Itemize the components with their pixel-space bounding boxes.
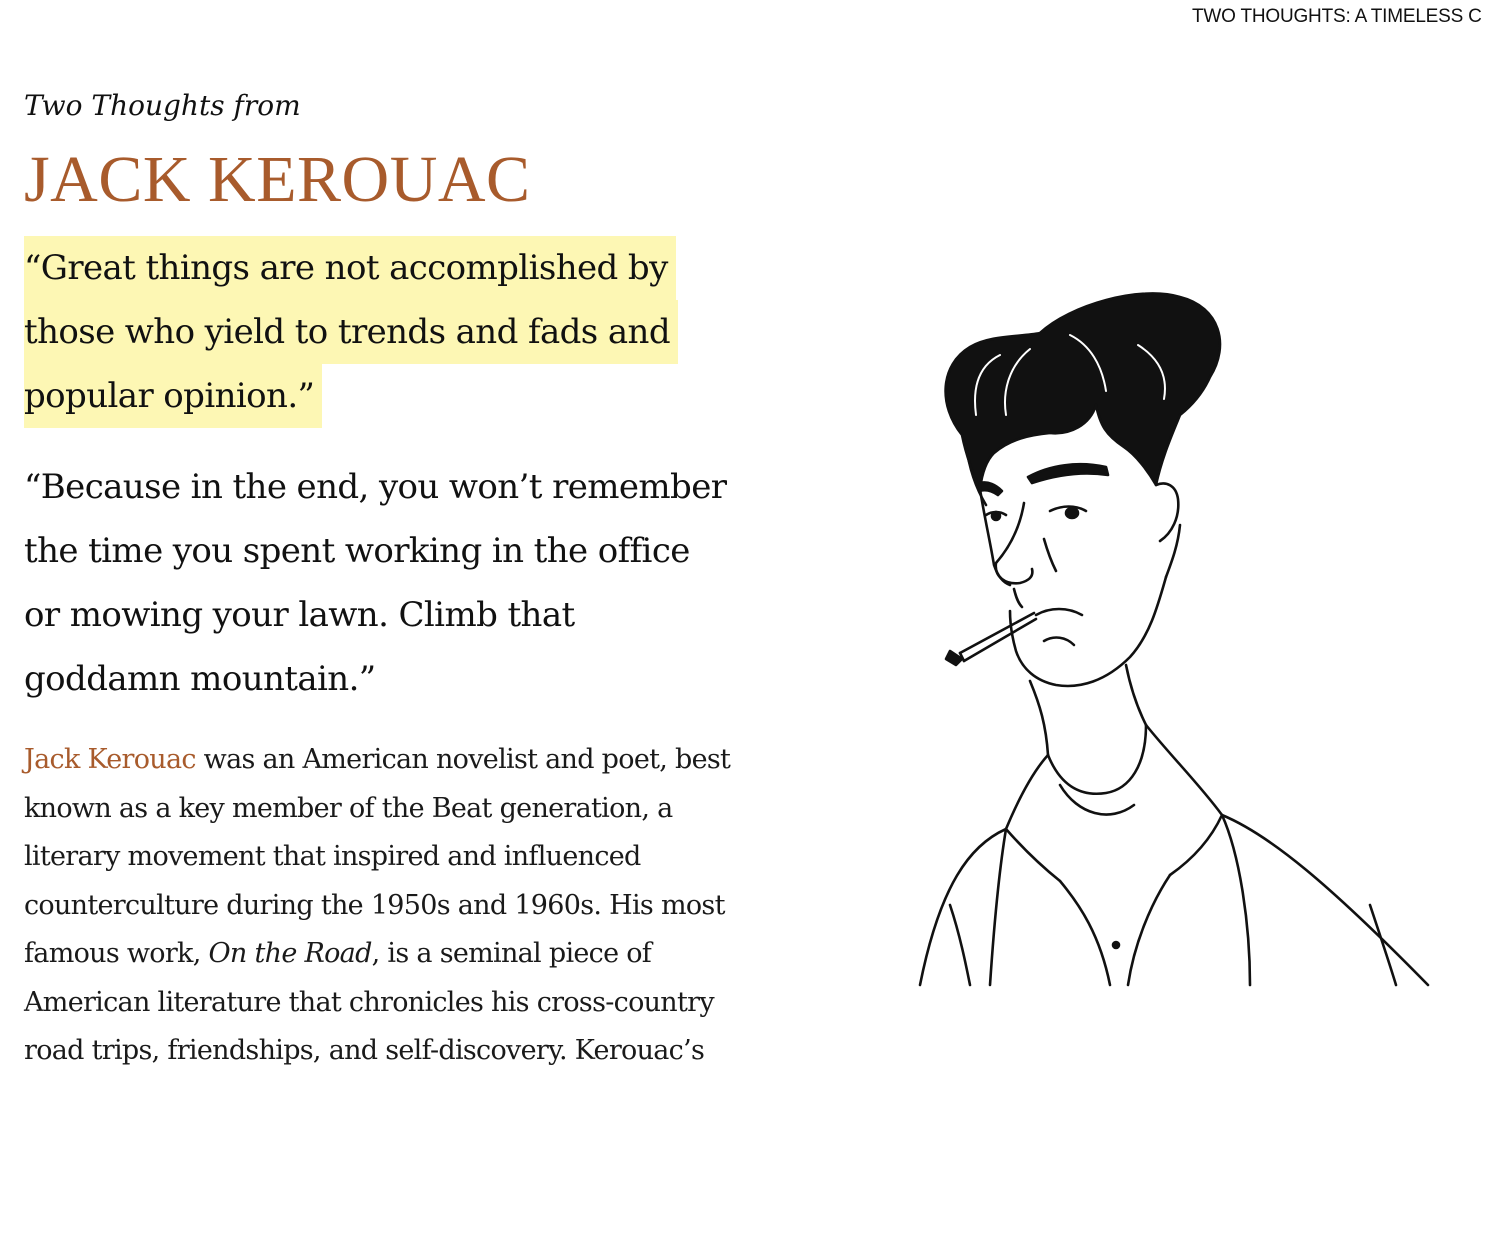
bio-line-2: known as a key member of the Beat generation, a (24, 792, 673, 824)
bio-line-4: counterculture during the 1950s and 1960s. His most (24, 889, 725, 921)
article-headline: JACK KEROUAC (24, 143, 531, 216)
highlighted-quote (24, 236, 678, 428)
bio-line-5-start: famous work, (24, 938, 209, 969)
bio-line-5-end: , is a seminal piece of (371, 938, 652, 969)
quote-1-line-2: those who yield to trends and fads and (24, 300, 678, 364)
quote-1-line-1: “Great things are not accomplished by (24, 236, 676, 300)
bio-line-6: American literature that chronicles his cross-country (24, 986, 714, 1018)
book-title: On the Road (208, 938, 372, 969)
bio-line-1: was an American novelist and poet, best (195, 744, 731, 775)
quote-2-line-1: “Because in the end, you won’t remember (24, 467, 727, 507)
quote-1-line-3: popular opinion.” (24, 364, 322, 428)
article-kicker: Two Thoughts from (24, 89, 301, 122)
author-link[interactable]: Jack Kerouac (24, 744, 196, 775)
bio-line-7: road trips, friendships, and self-discovery. Kerouac’s (24, 1035, 705, 1066)
bio-paragraph (24, 736, 864, 1076)
quote-2-line-2: the time you spent working in the office (24, 531, 690, 571)
portrait-illustration-icon (910, 285, 1440, 995)
quote-2-line-4: goddamn mountain.” (24, 659, 376, 699)
running-header-title: TWO THOUGHTS: A TIMELESS C (1192, 6, 1482, 27)
bio-line-3: literary movement that inspired and influenced (24, 841, 641, 872)
second-quote (24, 455, 726, 711)
quote-2-line-3: or mowing your lawn. Climb that (24, 595, 575, 635)
